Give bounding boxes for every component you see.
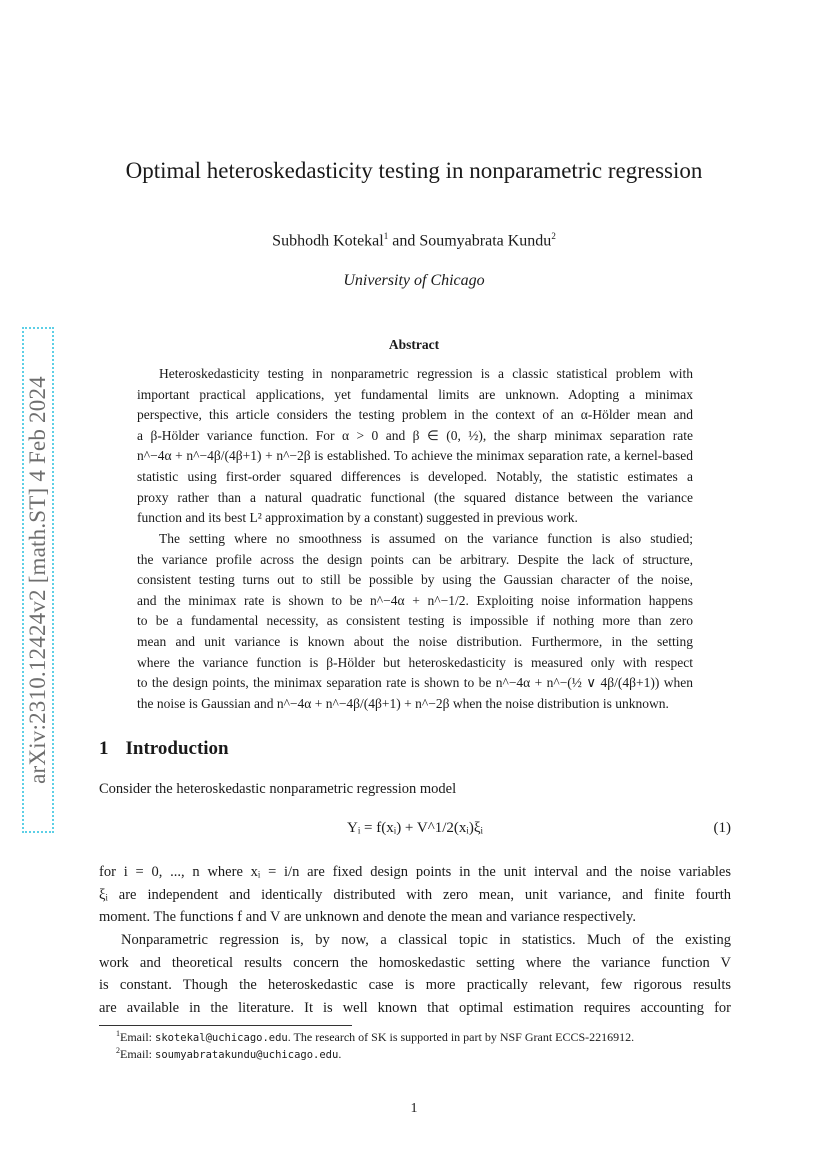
- intro-lead: [99, 778, 731, 801]
- intro-paragraph-2: [99, 929, 731, 1019]
- text-line: a β-Hölder variance function. For α > 0 and β ∈ (0, ½), the sharp minimax separation rate: [137, 427, 693, 443]
- author-2-mark: 2: [551, 231, 556, 241]
- equation-number: (1): [713, 820, 731, 836]
- text-line: mean and unit variance is known about the noise distribution. Furthermore, in the setting: [137, 633, 693, 649]
- paper-title: Optimal heteroskedasticity testing in nonparametric regression: [125, 158, 703, 183]
- text-line: ξᵢ are independent and identically distributed with zero mean, unit variance, and finite fourth: [99, 886, 731, 903]
- author-1-name: Subhodh Kotekal: [272, 232, 384, 250]
- footnote-label: Email:: [120, 1030, 152, 1044]
- abstract-paragraph-2: [137, 529, 693, 714]
- footnote-mark: 1: [116, 1029, 120, 1038]
- text-line: to the design points, the minimax separation rate is shown to be n^−4α + n^−(½ ∨ 4β/(4β+1)) when: [137, 675, 693, 691]
- footnote-label: Email:: [120, 1047, 152, 1061]
- text-line: to be a fundamental necessity, as consistent testing is impossible if nothing more than zero: [137, 613, 693, 629]
- text-line: important practical applications, yet fundamental limits are unknown. Adopting a minimax: [137, 386, 693, 402]
- text-line: the variance profile across the design points can be arbitrary. Despite the lack of structure,: [137, 551, 693, 567]
- affiliation: University of Chicago: [343, 272, 485, 289]
- abstract-paragraph-1: [137, 364, 693, 529]
- section-title: Introduction: [125, 738, 229, 759]
- text-line: consistent testing turns out to still be possible by using the Gaussian character of the noise,: [137, 572, 693, 588]
- page-number: 1: [410, 1101, 418, 1116]
- equation-1: [99, 820, 731, 842]
- footnote-2: [116, 1046, 341, 1062]
- author-2-name: Soumyabrata Kundu: [419, 232, 552, 250]
- author-1-mark: 1: [383, 231, 389, 241]
- text-line: is constant. Though the heteroskedastic case is more practically relevant, few rigorous results: [99, 977, 731, 993]
- footnote-text: .: [338, 1047, 342, 1061]
- text-line: work and theoretical results concern the homoskedastic setting where the variance function V: [99, 954, 731, 971]
- abstract-heading: Abstract: [388, 337, 440, 352]
- text-line: moment. The functions f and V are unknown and denote the mean and variance respectively.: [99, 909, 636, 925]
- footnote-mark: 2: [116, 1046, 120, 1055]
- text-line: where the variance function is β-Hölder but heteroskedasticity is measured only with respect: [137, 654, 693, 670]
- section-heading: [99, 738, 229, 760]
- intro-paragraph-1: [99, 861, 731, 929]
- text-line: for i = 0, ..., n where xᵢ = i/n are fixed design points in the unit interval and the noise variables: [99, 864, 731, 880]
- arxiv-stamp-text: arXiv:2310.12424v2 [math.ST] 4 Feb 2024: [25, 376, 50, 784]
- text-line: Consider the heteroskedastic nonparametric regression model: [99, 781, 457, 797]
- text-line: Heteroskedasticity testing in nonparametric regression is a classic statistical problem with: [159, 366, 693, 381]
- text-line: are available in the literature. It is well known that optimal estimation requires accounting for: [99, 999, 731, 1016]
- text-line: Nonparametric regression is, by now, a classical topic in statistics. Much of the existing: [121, 932, 731, 948]
- footnote-email: skotekal@uchicago.edu: [155, 1032, 288, 1044]
- author-conjunction: and: [392, 232, 416, 250]
- text-line: and the minimax rate is shown to be n^−4α + n^−1/2. Exploiting noise information happens: [137, 592, 693, 608]
- footnote-1: [116, 1029, 634, 1045]
- section-number: 1: [99, 738, 109, 759]
- text-line: perspective, this article considers the testing problem in the context of an α-Hölder mean and: [137, 407, 693, 423]
- text-line: the noise is Gaussian and n^−4α + n^−4β/(4β+1) + n^−2β when the noise distribution is unknown.: [137, 695, 669, 711]
- footnote-rule: [99, 1025, 352, 1026]
- author-line: [0, 231, 828, 250]
- text-line: statistic using first-order squared differences is developed. Notably, the statistic estimates a: [137, 468, 693, 484]
- text-line: The setting where no smoothness is assumed on the variance function is also studied;: [159, 531, 693, 546]
- text-line: n^−4α + n^−4β/(4β+1) + n^−2β is established. To achieve the minimax separation rate, a kernel-based: [137, 448, 693, 464]
- arxiv-stamp: [22, 327, 54, 833]
- text-line: proxy rather than a natural quadratic functional (the squared distance between the variance: [137, 489, 693, 505]
- footnote-text: . The research of SK is supported in part by NSF Grant ECCS-2216912.: [287, 1030, 635, 1044]
- text-line: function and its best L² approximation by a constant) suggested in previous work.: [137, 510, 578, 526]
- footnote-email: soumyabratakundu@uchicago.edu: [155, 1049, 339, 1061]
- equation-expression: Yᵢ = f(xᵢ) + V^1/2(xᵢ)ξᵢ: [347, 820, 483, 836]
